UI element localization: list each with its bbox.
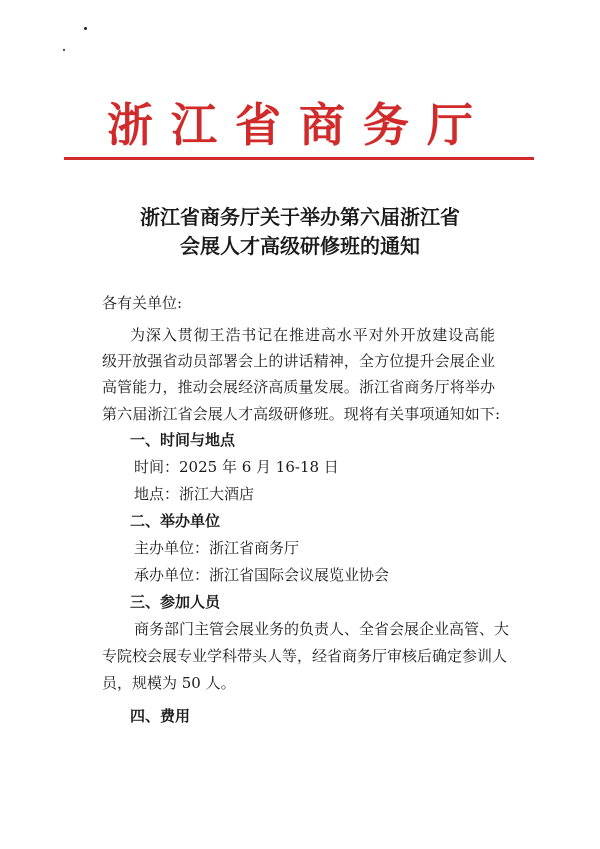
intro-line-4: 第六届浙江省会展人才高级研修班。现将有关事项通知如下:	[102, 405, 500, 423]
section-4-heading: 四、费用	[130, 707, 191, 725]
scan-speck	[84, 27, 87, 30]
section-3-line-2: 专院校会展专业学科带头人等，经省商务厅审核后确定参训人	[102, 647, 508, 665]
intro-line-2: 级开放强省动员部署会上的讲话精神，全方位提升会展企业	[102, 352, 495, 370]
section-1-place: 地点：浙江大酒店	[134, 485, 255, 503]
header-red-rule	[64, 157, 534, 160]
scan-speck	[63, 49, 65, 51]
notice-title-line-1: 浙江省商务厅关于举办第六届浙江省	[140, 205, 460, 229]
notice-title-line-2: 会展人才高级研修班的通知	[180, 234, 420, 258]
section-2-heading: 二、举办单位	[130, 512, 221, 530]
section-3-heading: 三、参加人员	[130, 593, 221, 611]
section-1-heading: 一、时间与地点	[130, 431, 236, 449]
intro-line-1: 为深入贯彻王浩书记在推进高水平对外开放建设高能	[130, 326, 495, 344]
section-2-organizer: 承办单位：浙江省国际会议展览业协会	[134, 566, 390, 584]
intro-line-3: 高管能力，推动会展经济高质量发展。浙江省商务厅将举办	[102, 378, 495, 396]
section-2-host: 主办单位：浙江省商务厅	[134, 539, 300, 557]
section-3-line-3: 员，规模为 50 人。	[102, 674, 236, 692]
addressee: 各有关单位:	[102, 294, 183, 312]
issuing-organization-header: 浙江省商务厅	[107, 98, 491, 152]
section-3-line-1: 商务部门主管会展业务的负责人、全省会展企业高管、大	[134, 620, 510, 638]
section-1-time: 时间：2025 年 6 月 16-18 日	[134, 458, 339, 476]
